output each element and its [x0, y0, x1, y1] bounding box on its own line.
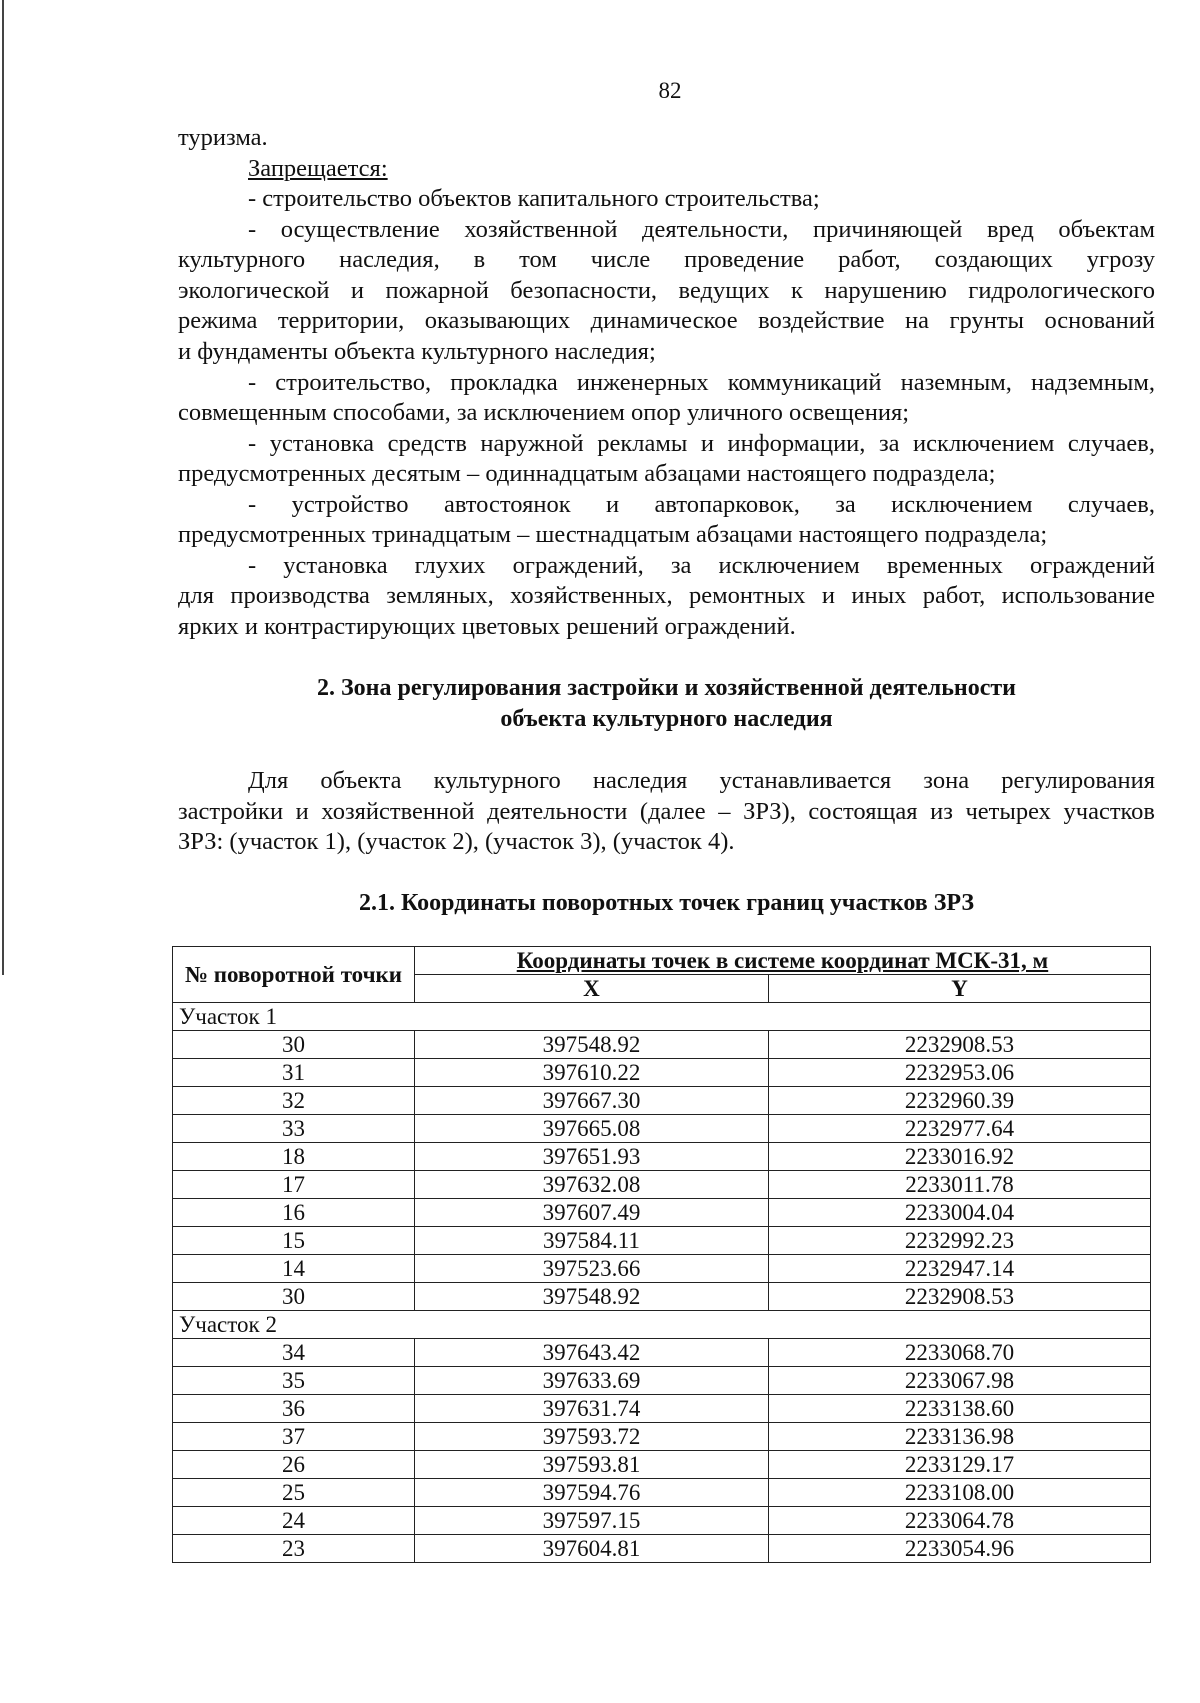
header-x: X — [414, 975, 768, 1003]
x-coordinate-cell: 397548.92 — [414, 1283, 768, 1311]
section-row — [173, 1003, 1151, 1031]
text-line: предусмотренных тринадцатым – шестнадцатым абзацами настоящего подраздела; — [178, 521, 1048, 548]
text-line: застройки и хозяйственной деятельности (далее – ЗРЗ), состоящая из четырех участков — [178, 798, 1155, 825]
x-coordinate-cell: 397607.49 — [414, 1199, 768, 1227]
x-coordinate-cell: 397633.69 — [414, 1367, 768, 1395]
text-line: экологической и пожарной безопасности, ведущих к нарушению гидрологического — [178, 277, 1155, 304]
point-number-cell: 35 — [173, 1367, 415, 1395]
prohibited-label: Запрещается: — [248, 155, 388, 182]
text-line: - строительство объектов капитального строительства; — [248, 185, 820, 212]
point-number-cell: 23 — [173, 1535, 415, 1563]
section-name: Участок 2 — [173, 1311, 1151, 1339]
y-coordinate-cell: 2232947.14 — [769, 1255, 1151, 1283]
text-line: ярких и контрастирующих цветовых решений ограждений. — [178, 613, 796, 640]
table-row — [173, 1507, 1151, 1535]
table-row — [173, 1395, 1151, 1423]
table-row — [173, 1367, 1151, 1395]
y-coordinate-cell: 2232977.64 — [769, 1115, 1151, 1143]
table-header-row — [173, 947, 1151, 975]
table-row — [173, 1423, 1151, 1451]
table-body — [173, 1003, 1151, 1563]
x-coordinate-cell: 397665.08 — [414, 1115, 768, 1143]
x-coordinate-cell: 397593.81 — [414, 1451, 768, 1479]
section-heading-line-2: объекта культурного наследия — [500, 706, 833, 732]
y-coordinate-cell: 2233108.00 — [769, 1479, 1151, 1507]
table-row — [173, 1227, 1151, 1255]
y-coordinate-cell: 2232908.53 — [769, 1031, 1151, 1059]
table-row — [173, 1479, 1151, 1507]
table-row — [173, 1255, 1151, 1283]
y-coordinate-cell: 2232953.06 — [769, 1059, 1151, 1087]
table-row — [173, 1031, 1151, 1059]
text-line: совмещенным способами, за исключением опор уличного освещения; — [178, 399, 910, 426]
y-coordinate-cell: 2233004.04 — [769, 1199, 1151, 1227]
point-number-cell: 36 — [173, 1395, 415, 1423]
table-row — [173, 1535, 1151, 1563]
point-number-cell: 33 — [173, 1115, 415, 1143]
text-line: режима территории, оказывающих динамическое воздействие на грунты оснований — [178, 307, 1155, 334]
point-number-cell: 26 — [173, 1451, 415, 1479]
y-coordinate-cell: 2233064.78 — [769, 1507, 1151, 1535]
y-coordinate-cell: 2233054.96 — [769, 1535, 1151, 1563]
text-line: туризма. — [178, 124, 268, 151]
table-row — [173, 1283, 1151, 1311]
text-line: культурного наследия, в том числе проведение работ, создающих угрозу — [178, 246, 1155, 273]
header-coordinates-label: Координаты точек в системе координат МСК-31, м — [516, 948, 1049, 973]
x-coordinate-cell: 397643.42 — [414, 1339, 768, 1367]
table-row — [173, 1059, 1151, 1087]
x-coordinate-cell: 397610.22 — [414, 1059, 768, 1087]
table-row — [173, 1115, 1151, 1143]
point-number-cell: 24 — [173, 1507, 415, 1535]
text-line: и фундаменты объекта культурного наследия; — [178, 338, 656, 365]
text-line: - строительство, прокладка инженерных коммуникаций наземным, надземным, — [248, 369, 1155, 396]
x-coordinate-cell: 397632.08 — [414, 1171, 768, 1199]
text-line: Для объекта культурного наследия устанавливается зона регулирования — [248, 767, 1155, 794]
point-number-cell: 14 — [173, 1255, 415, 1283]
table-row — [173, 1199, 1151, 1227]
header-y: Y — [769, 975, 1151, 1003]
y-coordinate-cell: 2233136.98 — [769, 1423, 1151, 1451]
text-line: ЗРЗ: (участок 1), (участок 2), (участок 3), (участок 4). — [178, 828, 735, 855]
table-row — [173, 1087, 1151, 1115]
table-row — [173, 1451, 1151, 1479]
table-row — [173, 1339, 1151, 1367]
y-coordinate-cell: 2233138.60 — [769, 1395, 1151, 1423]
y-coordinate-cell: 2232992.23 — [769, 1227, 1151, 1255]
y-coordinate-cell: 2233129.17 — [769, 1451, 1151, 1479]
x-coordinate-cell: 397523.66 — [414, 1255, 768, 1283]
section-heading-line-1: 2. Зона регулирования застройки и хозяйственной деятельности — [316, 675, 1017, 701]
page-number: 82 — [658, 78, 682, 103]
y-coordinate-cell: 2232960.39 — [769, 1087, 1151, 1115]
section-name: Участок 1 — [173, 1003, 1151, 1031]
text-line: - устройство автостоянок и автопарковок, за исключением случаев, — [248, 491, 1155, 518]
header-point: № поворотной точки — [173, 947, 415, 1003]
text-line: - установка глухих ограждений, за исключением временных ограждений — [248, 552, 1155, 579]
point-number-cell: 31 — [173, 1059, 415, 1087]
y-coordinate-cell: 2233016.92 — [769, 1143, 1151, 1171]
point-number-cell: 16 — [173, 1199, 415, 1227]
point-number-cell: 30 — [173, 1031, 415, 1059]
point-number-cell: 34 — [173, 1339, 415, 1367]
y-coordinate-cell: 2233067.98 — [769, 1367, 1151, 1395]
point-number-cell: 37 — [173, 1423, 415, 1451]
table-row — [173, 1171, 1151, 1199]
text-line: предусмотренных десятым – одиннадцатым абзацами настоящего подраздела; — [178, 460, 996, 487]
x-coordinate-cell: 397604.81 — [414, 1535, 768, 1563]
y-coordinate-cell: 2233011.78 — [769, 1171, 1151, 1199]
x-coordinate-cell: 397584.11 — [414, 1227, 768, 1255]
point-number-cell: 32 — [173, 1087, 415, 1115]
table-row — [173, 1143, 1151, 1171]
x-coordinate-cell: 397651.93 — [414, 1143, 768, 1171]
x-coordinate-cell: 397593.72 — [414, 1423, 768, 1451]
scan-edge-line — [2, 0, 4, 975]
y-coordinate-cell: 2233068.70 — [769, 1339, 1151, 1367]
point-number-cell: 30 — [173, 1283, 415, 1311]
text-line: - установка средств наружной рекламы и информации, за исключением случаев, — [248, 430, 1155, 457]
point-number-cell: 15 — [173, 1227, 415, 1255]
subsection-heading: 2.1. Координаты поворотных точек границ участков ЗРЗ — [358, 890, 975, 916]
text-line: - осуществление хозяйственной деятельности, причиняющей вред объектам — [248, 216, 1155, 243]
x-coordinate-cell: 397594.76 — [414, 1479, 768, 1507]
coordinates-table — [172, 946, 1151, 1563]
point-number-cell: 17 — [173, 1171, 415, 1199]
point-number-cell: 18 — [173, 1143, 415, 1171]
x-coordinate-cell: 397548.92 — [414, 1031, 768, 1059]
y-coordinate-cell: 2232908.53 — [769, 1283, 1151, 1311]
x-coordinate-cell: 397667.30 — [414, 1087, 768, 1115]
x-coordinate-cell: 397597.15 — [414, 1507, 768, 1535]
text-line: для производства земляных, хозяйственных, ремонтных и иных работ, использование — [178, 582, 1155, 609]
header-coordinates — [414, 947, 1150, 975]
x-coordinate-cell: 397631.74 — [414, 1395, 768, 1423]
point-number-cell: 25 — [173, 1479, 415, 1507]
section-row — [173, 1311, 1151, 1339]
